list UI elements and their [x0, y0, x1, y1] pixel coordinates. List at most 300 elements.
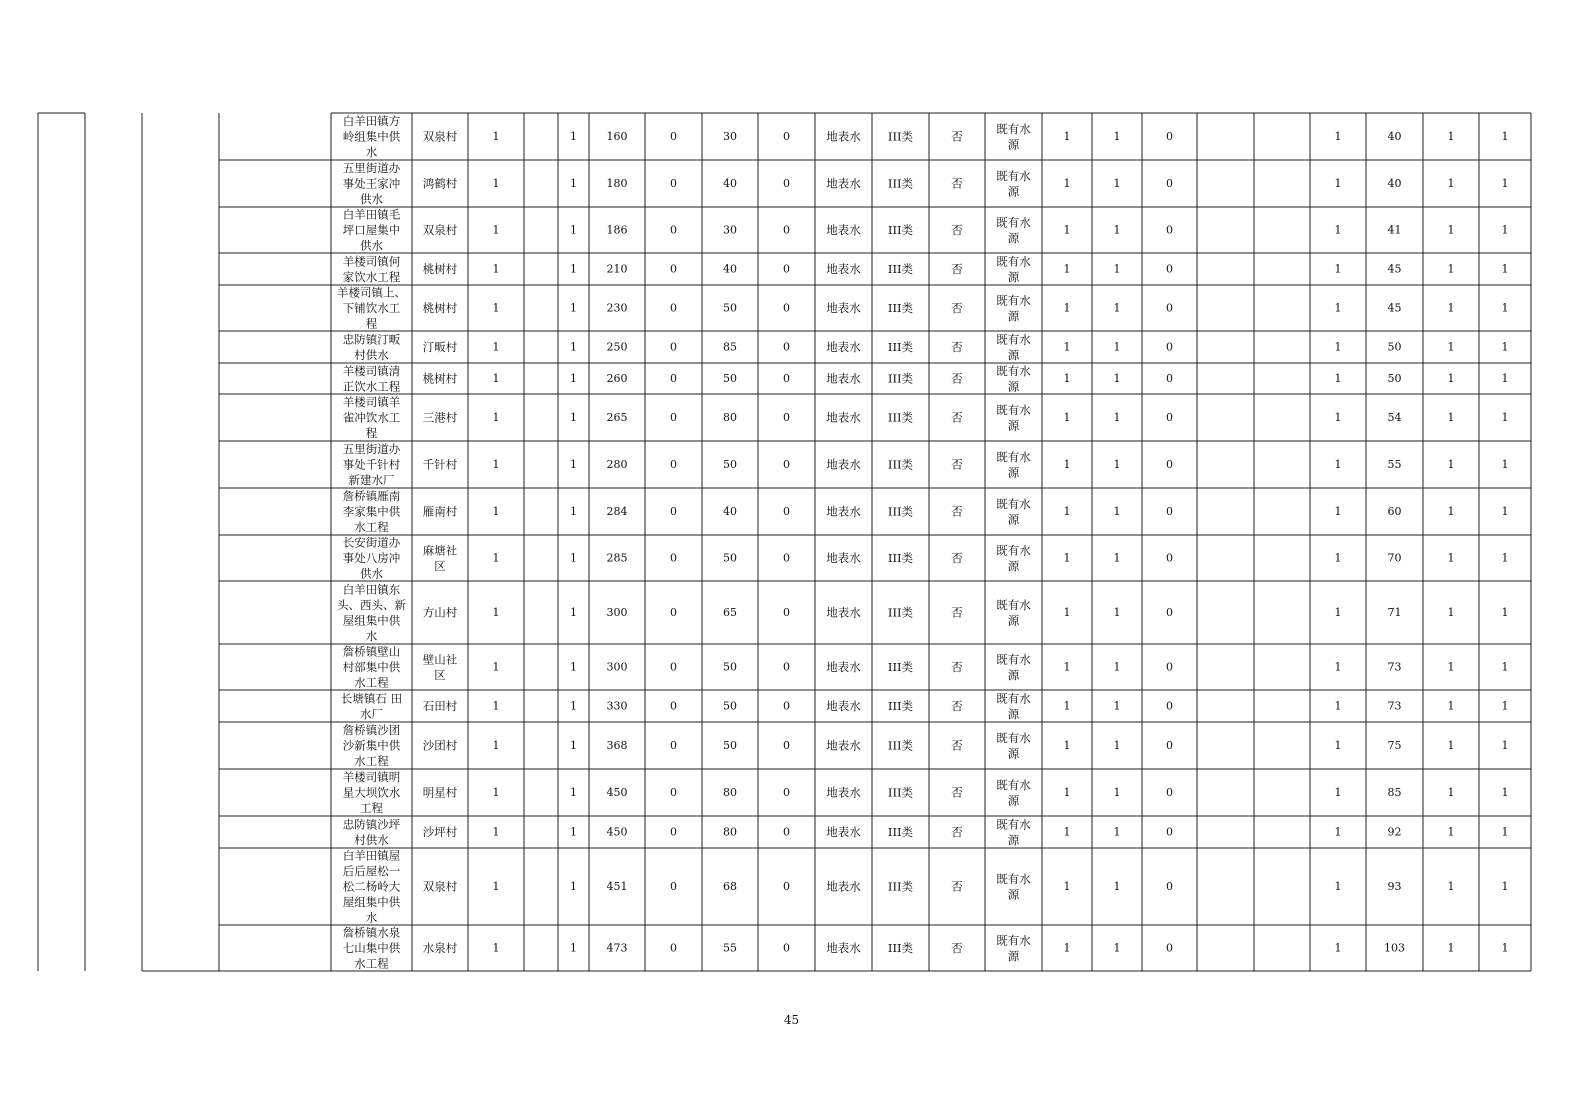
water-source-cell: 既有水	[996, 168, 1031, 183]
water-source-cell: 既有水	[996, 293, 1031, 308]
col-22-cell: 1	[1501, 825, 1509, 839]
col-6-cell: 450	[606, 825, 628, 839]
col-22-cell: 1	[1501, 223, 1509, 237]
col-6-cell: 180	[606, 177, 628, 190]
water-source-cell: 源	[1007, 793, 1020, 808]
col-9-cell: 0	[783, 825, 790, 839]
col-20-cell: 92	[1387, 825, 1402, 839]
project-name-cell: 水	[365, 628, 378, 643]
project-name-cell: 雀冲饮水工	[342, 410, 401, 425]
col-14-cell: 1	[1063, 551, 1071, 565]
col-5-cell: 1	[570, 262, 577, 276]
table-row	[343, 849, 1509, 925]
col-6-cell: 280	[606, 458, 628, 471]
col-8-cell: 85	[723, 340, 737, 354]
col-9-cell: 0	[783, 941, 790, 955]
col-9-cell: 0	[783, 551, 790, 565]
col-20-cell: 50	[1387, 372, 1402, 385]
col-9-cell: 0	[783, 130, 790, 143]
project-name-cell: 七山集中供	[342, 941, 401, 955]
project-name-cell: 事处八房冲	[342, 551, 401, 565]
project-name-cell: 水工程	[354, 675, 389, 690]
flag-cell: 否	[951, 301, 963, 315]
col-9-cell: 0	[783, 880, 790, 893]
col-19-cell: 1	[1334, 786, 1342, 799]
project-name-cell: 水	[365, 145, 378, 159]
village-cell: 区	[434, 558, 446, 573]
col-5-cell: 1	[570, 505, 577, 518]
col-6-cell: 450	[606, 786, 628, 799]
col-6-cell: 260	[606, 372, 628, 385]
col-15-cell: 1	[1113, 262, 1121, 276]
col-19-cell: 1	[1334, 606, 1342, 619]
col-22-cell: 1	[1501, 941, 1509, 955]
water-class-cell: III类	[887, 340, 914, 354]
col-15-cell: 1	[1113, 786, 1121, 799]
water-source-cell: 既有水	[996, 817, 1031, 832]
village-cell: 双泉村	[422, 129, 458, 144]
col-19-cell: 1	[1334, 411, 1342, 424]
col-7-cell: 0	[670, 340, 677, 354]
water-class-cell: III类	[887, 262, 914, 276]
flag-cell: 否	[951, 129, 963, 144]
col-14-cell: 1	[1063, 262, 1071, 276]
project-name-cell: 羊楼司镇清	[342, 363, 401, 378]
water-type-cell: 地表水	[826, 371, 861, 386]
water-class-cell: III类	[887, 457, 914, 472]
table-row	[343, 254, 1509, 284]
col-15-cell: 1	[1113, 739, 1121, 752]
col-6-cell: 300	[606, 606, 628, 619]
project-name-cell: 白羊田镇方	[342, 114, 401, 128]
col-5-cell: 1	[570, 411, 577, 424]
col-7-cell: 0	[670, 177, 677, 190]
water-type-cell: 地表水	[826, 410, 861, 425]
col-3-cell: 1	[492, 660, 500, 674]
flag-cell: 否	[951, 223, 963, 237]
col-8-cell: 50	[723, 739, 737, 752]
col-3-cell: 1	[492, 505, 500, 518]
col-7-cell: 0	[670, 786, 677, 799]
flag-cell: 否	[951, 738, 963, 753]
flag-cell: 否	[951, 340, 963, 354]
col-15-cell: 1	[1113, 505, 1121, 518]
water-type-cell: 地表水	[826, 262, 861, 276]
col-15-cell: 1	[1113, 223, 1121, 237]
col-8-cell: 50	[723, 660, 737, 674]
col-9-cell: 0	[783, 411, 790, 424]
project-name-cell: 水工程	[354, 956, 389, 971]
village-cell: 沙团村	[422, 738, 458, 753]
col-6-cell: 284	[606, 505, 628, 518]
project-name-cell: 羊楼司镇何	[342, 254, 401, 269]
col-22-cell: 1	[1501, 660, 1509, 674]
village-cell: 区	[434, 667, 446, 682]
project-name-cell: 新建水厂	[348, 473, 395, 487]
col-22-cell: 1	[1501, 301, 1509, 315]
col-19-cell: 1	[1334, 941, 1342, 955]
water-source-cell: 既有水	[996, 691, 1031, 706]
col-5-cell: 1	[570, 130, 577, 143]
col-16-cell: 0	[1166, 411, 1173, 424]
col-14-cell: 1	[1063, 941, 1071, 955]
col-21-cell: 1	[1447, 825, 1455, 839]
col-7-cell: 0	[670, 606, 677, 619]
col-16-cell: 0	[1166, 880, 1173, 893]
col-21-cell: 1	[1447, 262, 1455, 276]
col-15-cell: 1	[1113, 606, 1121, 619]
col-20-cell: 73	[1387, 660, 1402, 674]
col-3-cell: 1	[492, 223, 500, 237]
col-15-cell: 1	[1113, 880, 1121, 893]
water-type-cell: 地表水	[826, 504, 861, 519]
col-9-cell: 0	[783, 340, 790, 354]
col-16-cell: 0	[1166, 825, 1173, 839]
project-name-cell: 岭组集中供	[342, 129, 401, 144]
col-5-cell: 1	[570, 660, 577, 674]
col-15-cell: 1	[1113, 825, 1121, 839]
col-15-cell: 1	[1113, 660, 1121, 674]
table-row	[343, 489, 1509, 534]
col-14-cell: 1	[1063, 699, 1071, 713]
project-name-cell: 家饮水工程	[342, 269, 401, 284]
water-source-cell: 源	[1007, 667, 1020, 682]
col-7-cell: 0	[670, 739, 677, 752]
col-3-cell: 1	[492, 177, 500, 190]
col-3-cell: 1	[492, 739, 500, 752]
col-8-cell: 30	[723, 223, 737, 237]
flag-cell: 否	[951, 262, 963, 276]
col-20-cell: 73	[1387, 699, 1402, 713]
project-name-cell: 程	[365, 426, 378, 440]
col-8-cell: 80	[723, 825, 737, 839]
project-name-cell: 白羊田镇毛	[342, 207, 401, 222]
col-5-cell: 1	[570, 825, 577, 839]
water-source-cell: 源	[1007, 230, 1020, 245]
col-7-cell: 0	[670, 660, 677, 674]
col-15-cell: 1	[1113, 458, 1121, 471]
water-type-cell: 地表水	[826, 699, 861, 713]
col-6-cell: 451	[606, 880, 628, 893]
col-7-cell: 0	[670, 262, 677, 276]
water-source-cell: 既有水	[996, 730, 1031, 745]
project-name-cell: 后后屋松一	[342, 864, 401, 878]
col-8-cell: 80	[723, 411, 737, 424]
col-7-cell: 0	[670, 458, 677, 471]
col-14-cell: 1	[1063, 505, 1071, 518]
table-row	[343, 817, 1509, 847]
col-7-cell: 0	[670, 411, 677, 424]
table-cells	[337, 114, 1509, 971]
water-type-cell: 地表水	[826, 879, 861, 894]
col-16-cell: 0	[1166, 340, 1173, 354]
col-21-cell: 1	[1447, 739, 1455, 752]
col-3-cell: 1	[492, 411, 500, 424]
water-source-cell: 源	[1007, 558, 1020, 573]
col-8-cell: 40	[723, 177, 737, 190]
col-21-cell: 1	[1447, 458, 1455, 471]
col-15-cell: 1	[1113, 411, 1121, 424]
col-16-cell: 0	[1166, 262, 1173, 276]
table-row	[343, 114, 1509, 159]
col-9-cell: 0	[783, 739, 790, 752]
water-class-cell: III类	[887, 410, 914, 425]
water-type-cell: 地表水	[826, 660, 861, 674]
col-20-cell: 45	[1387, 301, 1402, 315]
water-class-cell: III类	[887, 176, 914, 191]
col-22-cell: 1	[1501, 130, 1509, 143]
col-22-cell: 1	[1501, 699, 1509, 713]
project-name-cell: 长塘镇石 田	[340, 691, 403, 706]
project-name-cell: 星大坝饮水	[342, 785, 401, 800]
water-source-cell: 既有水	[996, 652, 1031, 667]
col-7-cell: 0	[670, 301, 677, 315]
col-3-cell: 1	[492, 301, 500, 315]
col-5-cell: 1	[570, 941, 577, 955]
col-16-cell: 0	[1166, 739, 1173, 752]
water-class-cell: III类	[887, 825, 914, 839]
table-row	[343, 723, 1509, 768]
col-3-cell: 1	[492, 458, 500, 471]
col-20-cell: 103	[1384, 941, 1405, 955]
col-16-cell: 0	[1166, 130, 1173, 143]
water-class-cell: III类	[887, 223, 914, 237]
col-5-cell: 1	[570, 551, 577, 565]
table-row	[343, 770, 1509, 815]
water-source-cell: 既有水	[996, 933, 1031, 948]
water-source-cell: 既有水	[996, 402, 1031, 417]
col-9-cell: 0	[783, 458, 790, 471]
village-cell: 桃树村	[422, 262, 458, 276]
col-14-cell: 1	[1063, 372, 1071, 385]
water-source-cell: 源	[1007, 512, 1020, 527]
col-3-cell: 1	[492, 941, 500, 955]
water-source-cell: 源	[1007, 706, 1020, 721]
col-3-cell: 1	[492, 786, 500, 799]
flag-cell: 否	[951, 504, 963, 519]
col-16-cell: 0	[1166, 786, 1173, 799]
village-cell: 三港村	[422, 410, 458, 425]
col-19-cell: 1	[1334, 372, 1342, 385]
table-row	[341, 691, 1509, 721]
table-row	[343, 645, 1509, 690]
project-name-cell: 忠防镇沙坪	[342, 817, 401, 832]
water-source-cell: 源	[1007, 746, 1020, 761]
water-class-cell: III类	[887, 605, 914, 620]
water-source-cell: 既有水	[996, 597, 1031, 612]
col-3-cell: 1	[492, 551, 500, 565]
project-name-cell: 供水	[360, 566, 383, 581]
col-7-cell: 0	[670, 880, 677, 893]
col-3-cell: 1	[492, 262, 500, 276]
water-class-cell: III类	[887, 879, 914, 894]
col-20-cell: 71	[1387, 606, 1402, 619]
table-row	[343, 364, 1509, 394]
col-21-cell: 1	[1447, 372, 1455, 385]
water-source-cell: 源	[1007, 948, 1020, 963]
water-class-cell: III类	[887, 129, 914, 144]
water-class-cell: III类	[887, 785, 914, 800]
col-22-cell: 1	[1501, 411, 1509, 424]
water-source-cell: 既有水	[996, 121, 1031, 136]
flag-cell: 否	[951, 410, 963, 425]
flag-cell: 否	[951, 660, 963, 674]
col-3-cell: 1	[492, 340, 500, 354]
project-name-cell: 村供水	[354, 347, 389, 362]
col-22-cell: 1	[1501, 372, 1509, 385]
water-source-cell: 既有水	[996, 449, 1031, 464]
project-name-cell: 詹桥镇水泉	[342, 925, 401, 940]
col-14-cell: 1	[1063, 340, 1071, 354]
project-name-cell: 供水	[360, 238, 383, 253]
col-14-cell: 1	[1063, 825, 1071, 839]
col-14-cell: 1	[1063, 301, 1071, 315]
col-6-cell: 300	[606, 660, 628, 674]
flag-cell: 否	[951, 457, 963, 472]
water-source-cell: 源	[1007, 184, 1020, 199]
water-source-cell: 源	[1007, 137, 1020, 152]
village-cell: 双泉村	[422, 223, 458, 237]
table-row	[343, 208, 1509, 253]
col-8-cell: 80	[723, 786, 737, 799]
village-cell: 桃树村	[422, 301, 458, 315]
table-grid	[38, 113, 1531, 971]
col-15-cell: 1	[1113, 372, 1121, 385]
col-20-cell: 75	[1387, 739, 1402, 752]
col-16-cell: 0	[1166, 551, 1173, 565]
page-number: 45	[783, 1013, 800, 1027]
flag-cell: 否	[951, 699, 963, 713]
water-type-cell: 地表水	[826, 941, 861, 955]
col-6-cell: 473	[606, 941, 628, 955]
water-source-cell: 源	[1007, 613, 1020, 628]
table-row	[337, 286, 1509, 331]
village-cell: 双泉村	[422, 879, 458, 894]
col-15-cell: 1	[1113, 551, 1121, 565]
water-type-cell: 地表水	[826, 457, 861, 472]
table-row	[343, 536, 1509, 581]
col-19-cell: 1	[1334, 825, 1342, 839]
col-7-cell: 0	[670, 941, 677, 955]
col-16-cell: 0	[1166, 699, 1173, 713]
col-6-cell: 265	[606, 411, 628, 424]
col-16-cell: 0	[1166, 660, 1173, 674]
project-name-cell: 白羊田镇东	[342, 582, 401, 597]
col-16-cell: 0	[1166, 505, 1173, 518]
village-cell: 沙坪村	[422, 825, 458, 839]
project-name-cell: 长安街道办	[342, 535, 401, 550]
project-name-cell: 忠防镇汀畈	[342, 332, 401, 347]
water-class-cell: III类	[887, 551, 914, 565]
col-3-cell: 1	[492, 372, 500, 385]
table-row	[343, 395, 1509, 440]
col-14-cell: 1	[1063, 411, 1071, 424]
col-8-cell: 68	[723, 880, 737, 893]
water-type-cell: 地表水	[826, 785, 861, 800]
project-name-cell: 供水	[360, 192, 383, 206]
col-21-cell: 1	[1447, 880, 1455, 893]
col-9-cell: 0	[783, 223, 790, 237]
flag-cell: 否	[951, 371, 963, 386]
col-7-cell: 0	[670, 551, 677, 565]
water-source-cell: 既有水	[996, 363, 1031, 378]
water-type-cell: 地表水	[826, 129, 861, 144]
flag-cell: 否	[951, 941, 963, 955]
project-name-cell: 羊楼司镇明	[342, 770, 401, 784]
col-19-cell: 1	[1334, 177, 1342, 190]
village-cell: 水泉村	[422, 941, 458, 955]
col-15-cell: 1	[1113, 177, 1121, 190]
col-19-cell: 1	[1334, 223, 1342, 237]
village-cell: 汀畈村	[422, 340, 458, 354]
water-source-cell: 源	[1007, 418, 1020, 433]
col-19-cell: 1	[1334, 880, 1342, 893]
table-row	[343, 161, 1509, 206]
water-source-cell: 源	[1007, 379, 1020, 394]
water-type-cell: 地表水	[826, 551, 861, 565]
col-16-cell: 0	[1166, 301, 1173, 315]
village-cell: 桃树村	[422, 371, 458, 386]
water-source-cell: 既有水	[996, 496, 1031, 511]
project-name-cell: 詹桥镇壁山	[342, 644, 401, 659]
water-class-cell: III类	[887, 941, 914, 955]
project-name-cell: 水工程	[354, 520, 389, 534]
project-name-cell: 松二杨岭大	[342, 879, 401, 894]
col-21-cell: 1	[1447, 301, 1455, 315]
project-name-cell: 屋组集中供	[342, 895, 401, 909]
col-16-cell: 0	[1166, 372, 1173, 385]
col-9-cell: 0	[783, 505, 790, 518]
project-name-cell: 头、西头、新	[337, 597, 406, 612]
col-20-cell: 54	[1387, 411, 1402, 424]
project-name-cell: 李家集中供	[342, 504, 401, 519]
col-16-cell: 0	[1166, 458, 1173, 471]
project-name-cell: 沙新集中供	[342, 738, 401, 753]
col-19-cell: 1	[1334, 699, 1342, 713]
col-19-cell: 1	[1334, 262, 1342, 276]
water-type-cell: 地表水	[826, 738, 861, 753]
col-8-cell: 50	[723, 458, 737, 471]
col-6-cell: 285	[606, 551, 628, 565]
col-20-cell: 50	[1387, 340, 1402, 354]
col-6-cell: 330	[606, 699, 628, 713]
col-21-cell: 1	[1447, 606, 1455, 619]
water-source-cell: 源	[1007, 832, 1020, 847]
col-8-cell: 55	[723, 941, 737, 955]
col-14-cell: 1	[1063, 880, 1071, 893]
col-22-cell: 1	[1501, 551, 1509, 565]
water-source-cell: 源	[1007, 465, 1020, 480]
project-name-cell: 詹桥镇雁南	[342, 489, 401, 503]
project-name-cell: 羊楼司镇羊	[342, 395, 401, 409]
col-21-cell: 1	[1447, 941, 1455, 955]
col-14-cell: 1	[1063, 458, 1071, 471]
col-21-cell: 1	[1447, 340, 1455, 354]
col-22-cell: 1	[1501, 880, 1509, 893]
flag-cell: 否	[951, 176, 963, 191]
project-name-cell: 事处王家冲	[342, 176, 401, 191]
col-19-cell: 1	[1334, 301, 1342, 315]
project-name-cell: 羊楼司镇上、	[337, 285, 406, 300]
col-15-cell: 1	[1113, 941, 1121, 955]
col-6-cell: 230	[606, 301, 628, 315]
col-14-cell: 1	[1063, 786, 1071, 799]
col-5-cell: 1	[570, 223, 577, 237]
water-class-cell: III类	[887, 301, 914, 315]
flag-cell: 否	[951, 825, 963, 839]
water-type-cell: 地表水	[826, 340, 861, 354]
col-3-cell: 1	[492, 606, 500, 619]
